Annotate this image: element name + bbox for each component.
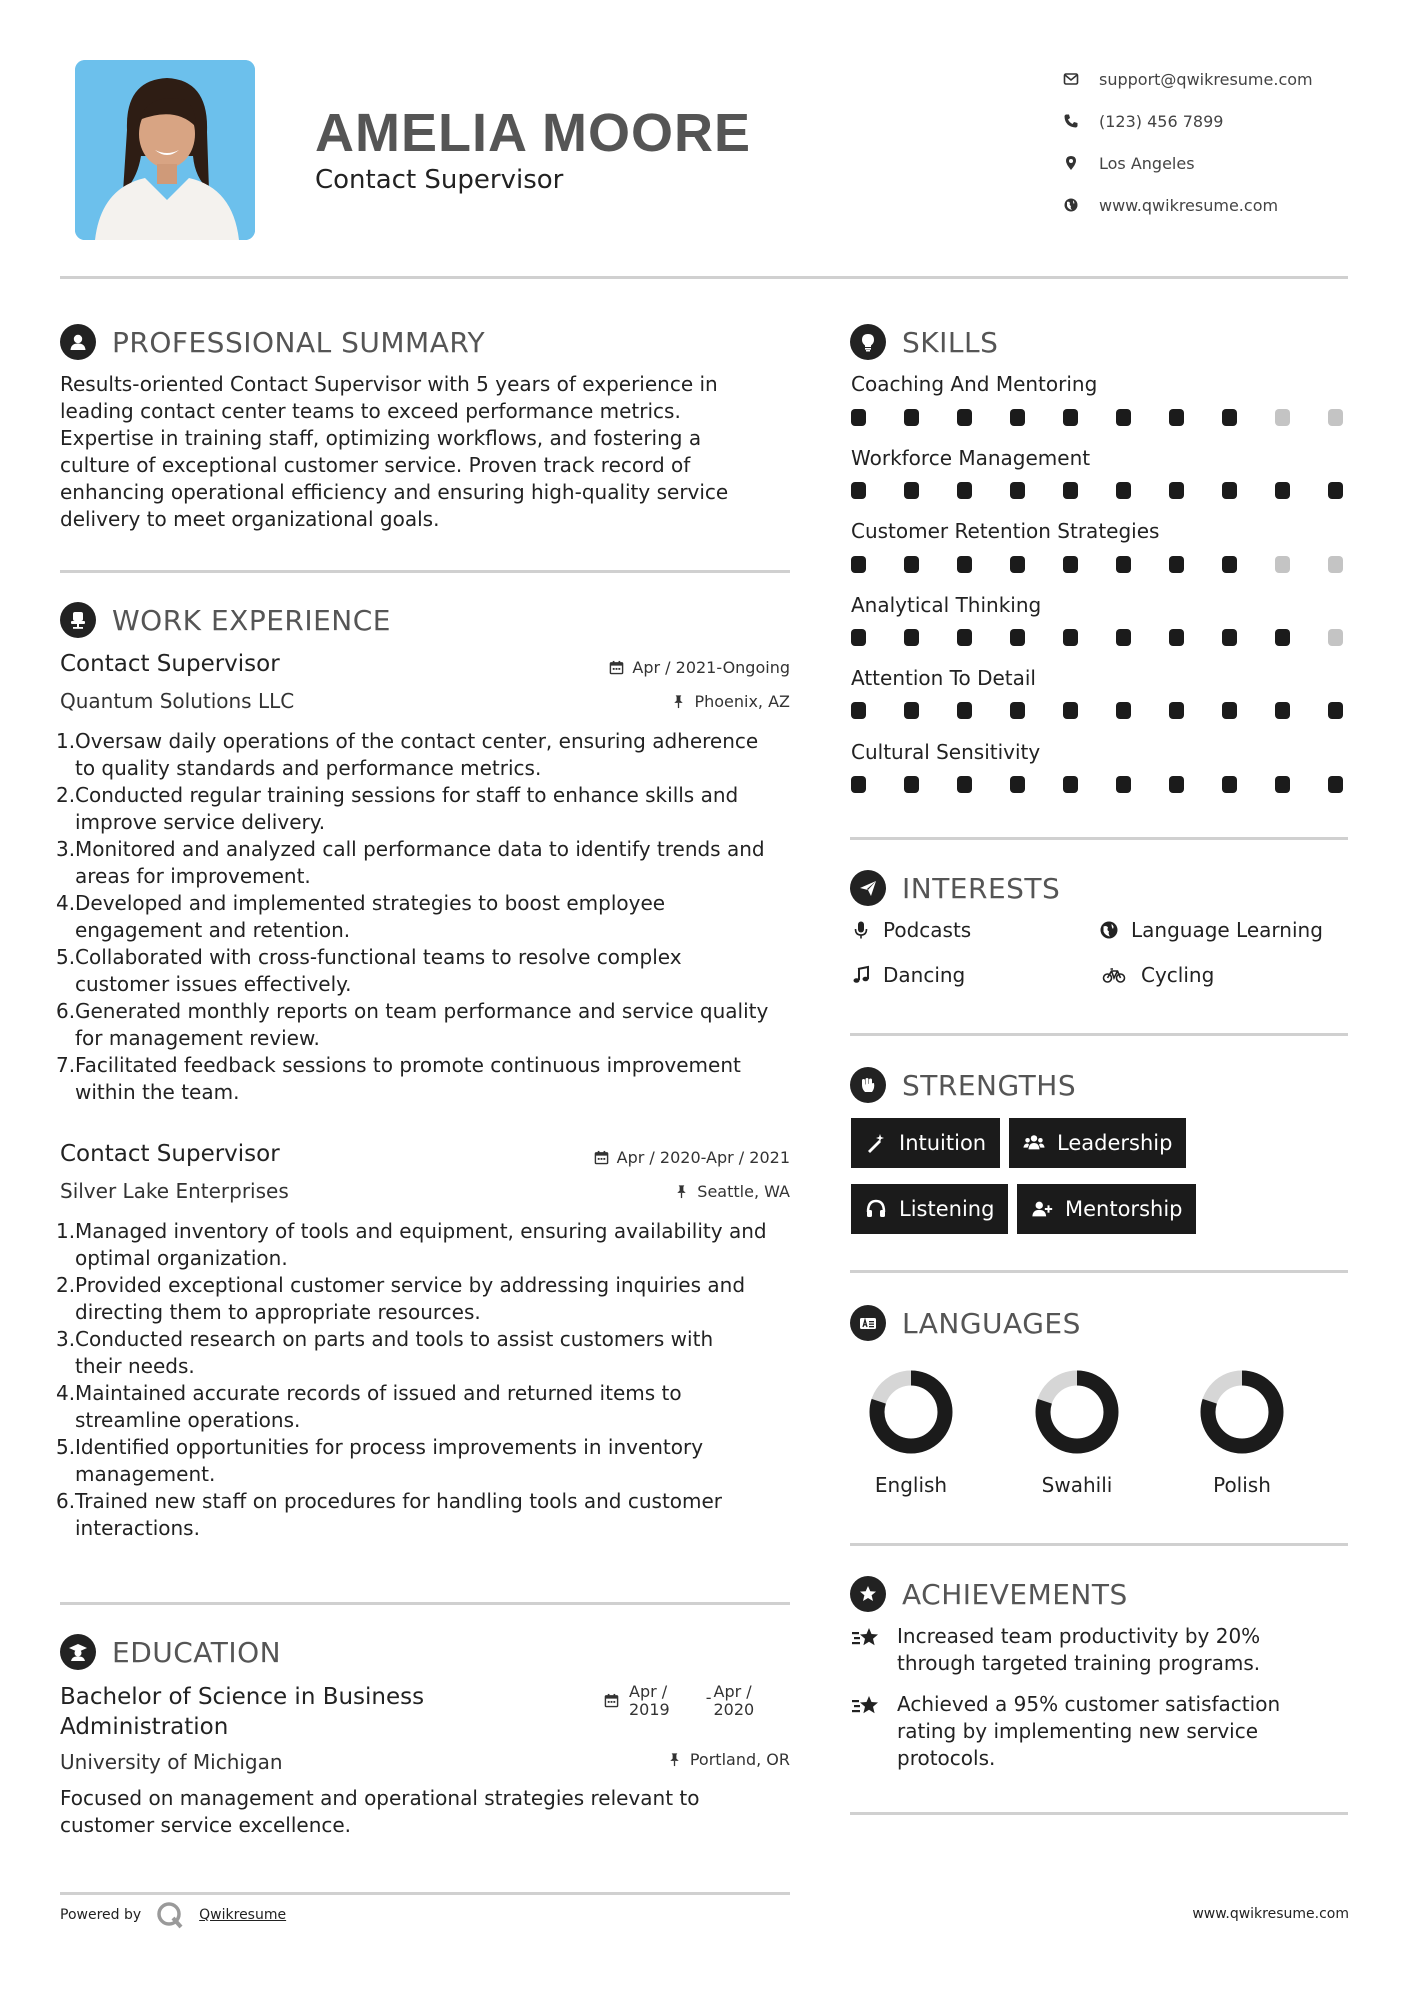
pushpin-icon xyxy=(671,694,686,709)
skill-dot-filled xyxy=(1222,482,1237,499)
skill-dot-filled xyxy=(1063,702,1078,719)
work-title: WORK EXPERIENCE xyxy=(112,603,391,637)
education-location xyxy=(490,1750,790,1769)
qwikresume-logo-icon xyxy=(155,1900,185,1930)
skill-dot-filled xyxy=(1222,409,1237,426)
job-title: Contact Supervisor xyxy=(60,651,280,677)
contact-location xyxy=(1063,142,1363,184)
skill-dot-filled xyxy=(1169,556,1184,573)
candidate-name: AMELIA MOORE xyxy=(315,103,751,163)
calendar-icon xyxy=(594,1150,609,1165)
contact-email-text: support@qwikresume.com xyxy=(1099,69,1313,89)
interests-divider xyxy=(850,1033,1348,1036)
skill-dot-filled xyxy=(1275,776,1290,793)
contact-block xyxy=(1063,58,1363,226)
interest-item: Language Learning xyxy=(1099,918,1323,942)
skill-dot-filled xyxy=(904,409,919,426)
contact-location-text: Los Angeles xyxy=(1099,153,1195,173)
education-date xyxy=(604,1683,754,1719)
summary-line: leading contact center teams to exceed performance metrics. xyxy=(60,399,681,423)
work-divider xyxy=(60,1602,790,1605)
achievement-item: Increased team productivity by 20% through targeted training programs. xyxy=(851,1623,1260,1677)
skill-dot-filled xyxy=(1116,482,1131,499)
summary-text xyxy=(60,371,790,533)
contact-email[interactable] xyxy=(1063,58,1363,100)
interest-item: Dancing xyxy=(851,963,965,987)
school-name: University of Michigan xyxy=(60,1750,283,1774)
list-item: 2. Conducted regular training sessions for staff to enhance skills and improve service delivery. xyxy=(56,783,739,834)
skill-dot-filled xyxy=(1328,482,1343,499)
language-name: Polish xyxy=(1213,1473,1271,1497)
skill-dot-filled xyxy=(1063,409,1078,426)
fist-icon xyxy=(850,1067,886,1103)
list-item: 6. Trained new staff on procedures for handling tools and customer interactions. xyxy=(56,1489,723,1540)
skill-dot-filled xyxy=(1222,629,1237,646)
languages-heading xyxy=(850,1305,1081,1341)
skill-rating xyxy=(851,409,1343,427)
bicycle-icon xyxy=(1099,965,1129,985)
strength-chip: Listening xyxy=(851,1184,1008,1234)
strength-chip: Leadership xyxy=(1009,1118,1186,1168)
skill-dot-filled xyxy=(1063,629,1078,646)
skill-dot-empty xyxy=(1328,409,1343,426)
shooting-star-icon xyxy=(851,1691,881,1721)
skill-dot-filled xyxy=(957,776,972,793)
skill-dot-filled xyxy=(1116,409,1131,426)
star-badge-icon xyxy=(850,1576,886,1612)
skill-dot-filled xyxy=(904,776,919,793)
envelope-icon xyxy=(1063,71,1099,87)
education-date-end: Apr / 2020 xyxy=(713,1682,755,1719)
interest-item: Podcasts xyxy=(851,918,971,942)
profile-photo xyxy=(75,60,255,240)
headphones-icon xyxy=(865,1198,887,1220)
skill-dot-filled xyxy=(1010,482,1025,499)
summary-line: Expertise in training staff, optimizing workflows, and fostering a xyxy=(60,426,702,450)
language-gauge xyxy=(1034,1369,1120,1455)
lightbulb-icon xyxy=(850,324,886,360)
skill-name: Workforce Management xyxy=(851,446,1091,470)
skill-dot-filled xyxy=(851,776,866,793)
skills-divider xyxy=(850,837,1348,840)
language-gauge xyxy=(1199,1369,1285,1455)
skill-dot-filled xyxy=(851,629,866,646)
job-location xyxy=(490,692,790,711)
user-plus-icon xyxy=(1031,1198,1053,1220)
skill-dot-filled xyxy=(1275,629,1290,646)
interest-item: Cycling xyxy=(1099,963,1214,987)
qwikresume-link[interactable]: Qwikresume xyxy=(199,1907,287,1923)
job-location-text: Phoenix, AZ xyxy=(694,692,790,711)
education-heading xyxy=(60,1634,281,1670)
skill-dot-filled xyxy=(1063,482,1078,499)
job-location xyxy=(490,1182,790,1201)
skill-dot-empty xyxy=(1328,629,1343,646)
list-item: 4. Developed and implemented strategies to boost employee engagement and retention. xyxy=(56,891,666,942)
skill-dot-empty xyxy=(1328,556,1343,573)
skill-dot-empty xyxy=(1275,556,1290,573)
education-location-text: Portland, OR xyxy=(689,1750,790,1769)
skill-dot-filled xyxy=(957,556,972,573)
summary-line: delivery to meet organizational goals. xyxy=(60,507,440,531)
skill-dot-filled xyxy=(1169,629,1184,646)
list-item: 5. Identified opportunities for process improvements in inventory management. xyxy=(56,1435,704,1486)
skill-name: Cultural Sensitivity xyxy=(851,740,1041,764)
skill-rating xyxy=(851,702,1343,720)
strengths-heading xyxy=(850,1067,1076,1103)
skill-dot-filled xyxy=(904,482,919,499)
skill-dot-filled xyxy=(1116,556,1131,573)
summary-title: PROFESSIONAL SUMMARY xyxy=(112,325,486,359)
strengths-divider xyxy=(850,1270,1348,1273)
contact-phone[interactable] xyxy=(1063,100,1363,142)
skill-dot-filled xyxy=(851,702,866,719)
skill-dot-filled xyxy=(1328,776,1343,793)
map-pin-icon xyxy=(1063,155,1099,171)
skill-dot-filled xyxy=(1116,702,1131,719)
skill-rating xyxy=(851,776,1343,794)
skill-dot-filled xyxy=(957,702,972,719)
shooting-star-icon xyxy=(851,1623,881,1653)
globe-icon xyxy=(1099,920,1119,940)
list-item: 3. Conducted research on parts and tools to assist customers with their needs. xyxy=(56,1327,714,1378)
language-item xyxy=(1172,1369,1312,1497)
powered-by xyxy=(60,1900,286,1930)
languages-divider xyxy=(850,1543,1348,1546)
skill-dot-filled xyxy=(1010,556,1025,573)
skill-dot-filled xyxy=(1222,556,1237,573)
skill-dot-filled xyxy=(957,482,972,499)
skill-dot-filled xyxy=(1222,776,1237,793)
languages-title: LANGUAGES xyxy=(902,1306,1081,1340)
job-title: Contact Supervisor xyxy=(60,1141,280,1167)
skills-heading xyxy=(850,324,998,360)
work-heading xyxy=(60,602,391,638)
calendar-icon xyxy=(609,660,624,675)
language-name: English xyxy=(874,1473,948,1497)
education-description: Focused on management and operational strategies relevant to customer service excellence. xyxy=(60,1786,700,1837)
skills-title: SKILLS xyxy=(902,325,999,359)
achievements-divider xyxy=(850,1812,1348,1815)
education-date-sep: - xyxy=(705,1688,712,1707)
list-item: 2. Provided exceptional customer service by addressing inquiries and directing them to appropriate resources. xyxy=(56,1273,746,1324)
skill-dot-filled xyxy=(1010,629,1025,646)
pushpin-icon xyxy=(674,1184,689,1199)
language-name: Swahili xyxy=(1041,1473,1113,1497)
list-item: 6. Generated monthly reports on team performance and service quality for management review. xyxy=(56,999,769,1050)
skill-dot-filled xyxy=(904,702,919,719)
footer-website[interactable]: www.qwikresume.com xyxy=(1192,1906,1349,1922)
job-location-text: Seattle, WA xyxy=(697,1182,790,1201)
skill-dot-filled xyxy=(1169,482,1184,499)
job-date xyxy=(490,1148,790,1167)
achievements-title: ACHIEVEMENTS xyxy=(902,1577,1128,1611)
contact-website-text: www.qwikresume.com xyxy=(1099,195,1279,215)
skill-dot-filled xyxy=(1222,702,1237,719)
graduate-icon xyxy=(60,1634,96,1670)
skill-name: Attention To Detail xyxy=(851,666,1036,690)
phone-icon xyxy=(1063,113,1099,129)
summary-line: Results-oriented Contact Supervisor with 5 years of experience in xyxy=(60,372,718,396)
briefcase-chair-icon xyxy=(60,602,96,638)
skill-name: Coaching And Mentoring xyxy=(851,372,1098,396)
job-duties-list xyxy=(56,728,796,1106)
skill-rating xyxy=(851,556,1343,574)
strength-chip: Intuition xyxy=(851,1118,1000,1168)
strength-chip: Mentorship xyxy=(1017,1184,1196,1234)
pushpin-icon xyxy=(667,1752,682,1767)
globe-icon xyxy=(1063,197,1099,213)
education-title: EDUCATION xyxy=(112,1635,282,1669)
skill-name: Customer Retention Strategies xyxy=(851,519,1160,543)
microphone-icon xyxy=(851,920,871,940)
users-icon xyxy=(1023,1132,1045,1154)
calendar-icon xyxy=(604,1693,619,1708)
paper-plane-icon xyxy=(850,870,886,906)
summary-heading xyxy=(60,324,485,360)
list-item: 3. Monitored and analyzed call performance data to identify trends and areas for improvement. xyxy=(56,837,765,888)
list-item: 5. Collaborated with cross-functional teams to resolve complex customer issues effectively. xyxy=(56,945,682,996)
achievements-heading xyxy=(850,1576,1128,1612)
skill-dot-filled xyxy=(851,556,866,573)
skill-dot-filled xyxy=(851,482,866,499)
list-item: 4. Maintained accurate records of issued and returned items to streamline operations. xyxy=(56,1381,682,1432)
skill-dot-filled xyxy=(1169,776,1184,793)
skill-dot-filled xyxy=(1063,776,1078,793)
list-item: 1. Oversaw daily operations of the contact center, ensuring adherence to quality standards and performance metrics. xyxy=(56,729,759,780)
skill-dot-filled xyxy=(957,409,972,426)
skill-dot-filled xyxy=(904,556,919,573)
skill-dot-filled xyxy=(1010,702,1025,719)
skill-dot-filled xyxy=(1116,629,1131,646)
contact-phone-text: (123) 456 7899 xyxy=(1099,111,1224,131)
skill-dot-filled xyxy=(1169,409,1184,426)
skill-name: Analytical Thinking xyxy=(851,593,1042,617)
skill-dot-filled xyxy=(1169,702,1184,719)
footer-divider xyxy=(60,1892,790,1895)
language-item xyxy=(1007,1369,1147,1497)
skill-dot-filled xyxy=(1063,556,1078,573)
summary-line: enhancing operational efficiency and ensuring high-quality service xyxy=(60,480,729,504)
skill-rating xyxy=(851,629,1343,647)
job-duties-list xyxy=(56,1218,796,1542)
language-item xyxy=(841,1369,981,1497)
job-company: Quantum Solutions LLC xyxy=(60,689,295,713)
language-card-icon xyxy=(850,1305,886,1341)
skill-dot-filled xyxy=(1010,409,1025,426)
header-divider xyxy=(60,276,1348,279)
candidate-role: Contact Supervisor xyxy=(315,165,564,195)
job-date xyxy=(490,658,790,677)
language-gauge xyxy=(868,1369,954,1455)
skill-dot-filled xyxy=(1275,482,1290,499)
education-date-start: Apr / 2019 xyxy=(629,1682,670,1719)
achievement-item: Achieved a 95% customer satisfaction rating by implementing new service protocols. xyxy=(851,1691,1280,1772)
skill-dot-filled xyxy=(1275,702,1290,719)
job-company: Silver Lake Enterprises xyxy=(60,1179,289,1203)
list-item: 1. Managed inventory of tools and equipment, ensuring availability and optimal organization. xyxy=(56,1219,767,1270)
summary-line: culture of exceptional customer service. Proven track record of xyxy=(60,453,691,477)
skill-dot-filled xyxy=(1328,702,1343,719)
interests-heading xyxy=(850,870,1060,906)
skill-dot-filled xyxy=(1116,776,1131,793)
powered-by-label: Powered by xyxy=(60,1907,142,1923)
degree-title: Bachelor of Science in Business Administration xyxy=(60,1684,425,1740)
skill-dot-filled xyxy=(1010,776,1025,793)
music-note-icon xyxy=(851,965,871,985)
list-item: 7. Facilitated feedback sessions to promote continuous improvement within the team. xyxy=(56,1053,741,1104)
magic-wand-icon xyxy=(865,1132,887,1154)
profile-photo-image xyxy=(75,60,255,240)
summary-divider xyxy=(60,570,790,573)
contact-website[interactable] xyxy=(1063,184,1363,226)
user-icon xyxy=(60,324,96,360)
job-date-text: Apr / 2020-Apr / 2021 xyxy=(616,1148,790,1167)
skill-dot-filled xyxy=(851,409,866,426)
strengths-title: STRENGTHS xyxy=(902,1068,1077,1102)
skill-dot-empty xyxy=(1275,409,1290,426)
skill-dot-filled xyxy=(904,629,919,646)
interests-title: INTERESTS xyxy=(902,871,1061,905)
skill-dot-filled xyxy=(957,629,972,646)
job-date-text: Apr / 2021-Ongoing xyxy=(632,658,790,677)
skill-rating xyxy=(851,482,1343,500)
